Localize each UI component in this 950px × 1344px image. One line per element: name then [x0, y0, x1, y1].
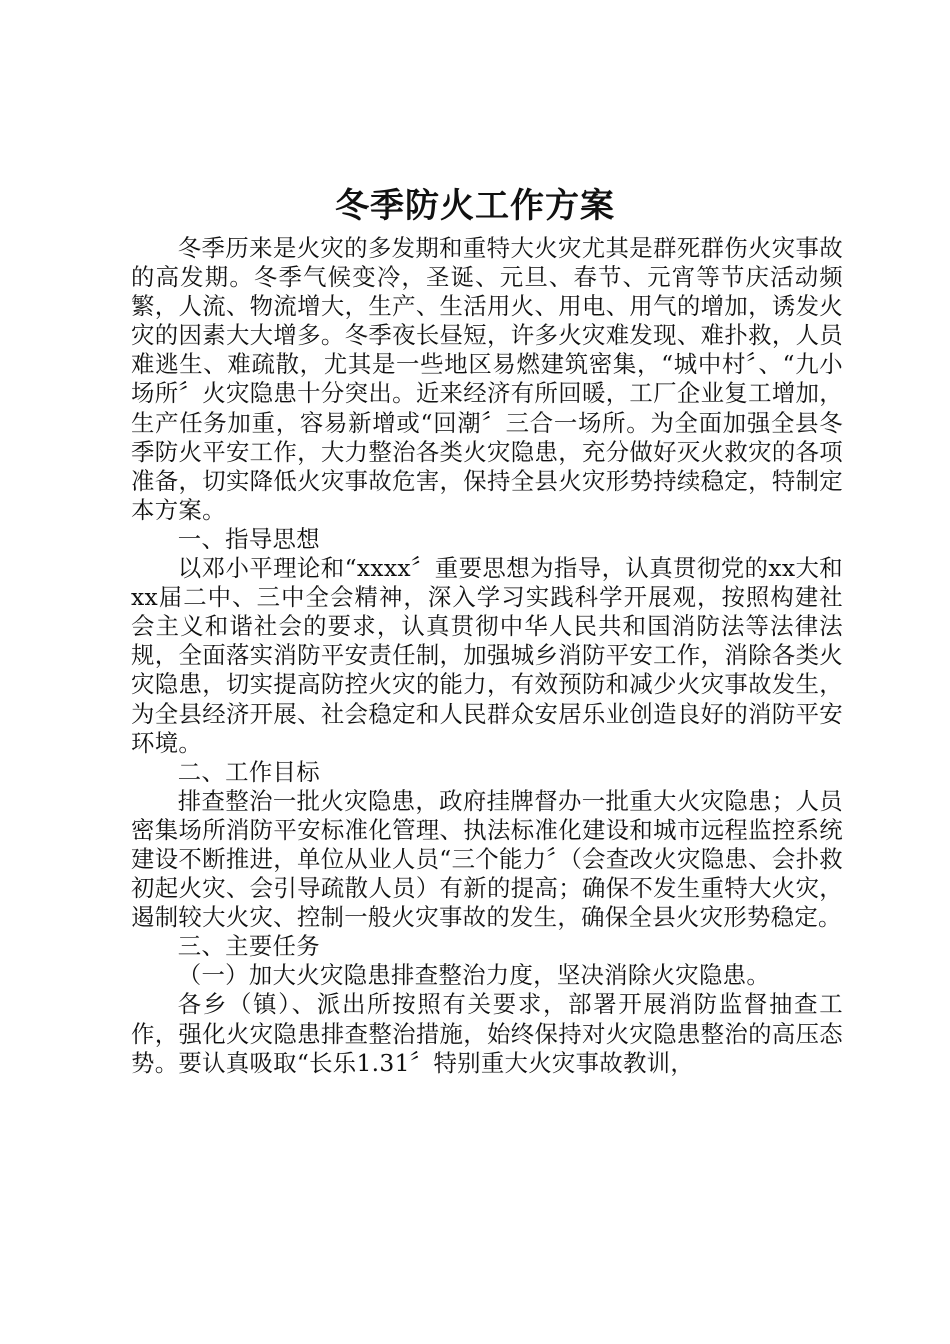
section-heading-work-goals: 二、工作目标 [177, 757, 320, 786]
section-heading-main-tasks: 三、主要任务 [177, 932, 320, 961]
task-one-paragraph: 各乡（镇）、派出所按照有关要求，部署开展消防监督抽查工作，强化火灾隐患排查整治措施，始终保持对火灾隐患整治的高压态势。要认真吸取“长乐1.31〞特别重大火灾事故教训， [131, 990, 843, 1077]
section-heading-guiding-ideology: 一、指导思想 [177, 524, 320, 553]
document-title: 冬季防火工作方案 [335, 186, 615, 226]
intro-paragraph: 冬季历来是火灾的多发期和重特大火灾尤其是群死群伤火灾事故的高发期。冬季气候变冷，圣诞、元旦、春节、元宵等节庆活动频繁，人流、物流增大，生产、生活用火、用电、用气的增加，诱发火灾的因素大大增多。冬季夜长昼短，许多火灾难发现、难扑救，人员难逃生、难疏散，尤其是一些地区易燃建筑密集，“城中村〞、“九小场所〞火灾隐患十分突出。近来经济有所回暖，工厂企业复工增加，生产任务加重，容易新增或“回潮〞三合一场所。为全面加强全县冬季防火平安工作，大力整治各类火灾隐患，充分做好灭火救灾的各项准备，切实降低火灾事故危害，保持全县火灾形势持续稳定，特制定本方案。 [131, 234, 843, 524]
guiding-ideology-paragraph: 以邓小平理论和“xxxx〞重要思想为指导，认真贯彻党的xx大和xx届二中、三中全会精神，深入学习实践科学开展观，按照构建社会主义和谐社会的要求，认真贯彻中华人民共和国消防法等法律法规，全面落实消防平安责任制，加强城乡消防平安工作，消除各类火灾隐患，切实提高防控火灾的能力，有效预防和减少火灾事故发生，为全县经济开展、社会稳定和人民群众安居乐业创造良好的消防平安环境。 [131, 554, 843, 757]
task-one-heading: （一）加大火灾隐患排查整治力度，坚决消除火灾隐患。 [177, 961, 771, 990]
document-body [131, 234, 843, 1078]
work-goals-paragraph: 排查整治一批火灾隐患，政府挂牌督办一批重大火灾隐患；人员密集场所消防平安标准化管理、执法标准化建设和城市远程监控系统建设不断推进，单位从业人员“三个能力〞（会查改火灾隐患、会扑救初起火灾、会引导疏散人员）有新的提高；确保不发生重特大火灾，遏制较大火灾、控制一般火灾事故的发生，确保全县火灾形势稳定。 [131, 786, 843, 932]
